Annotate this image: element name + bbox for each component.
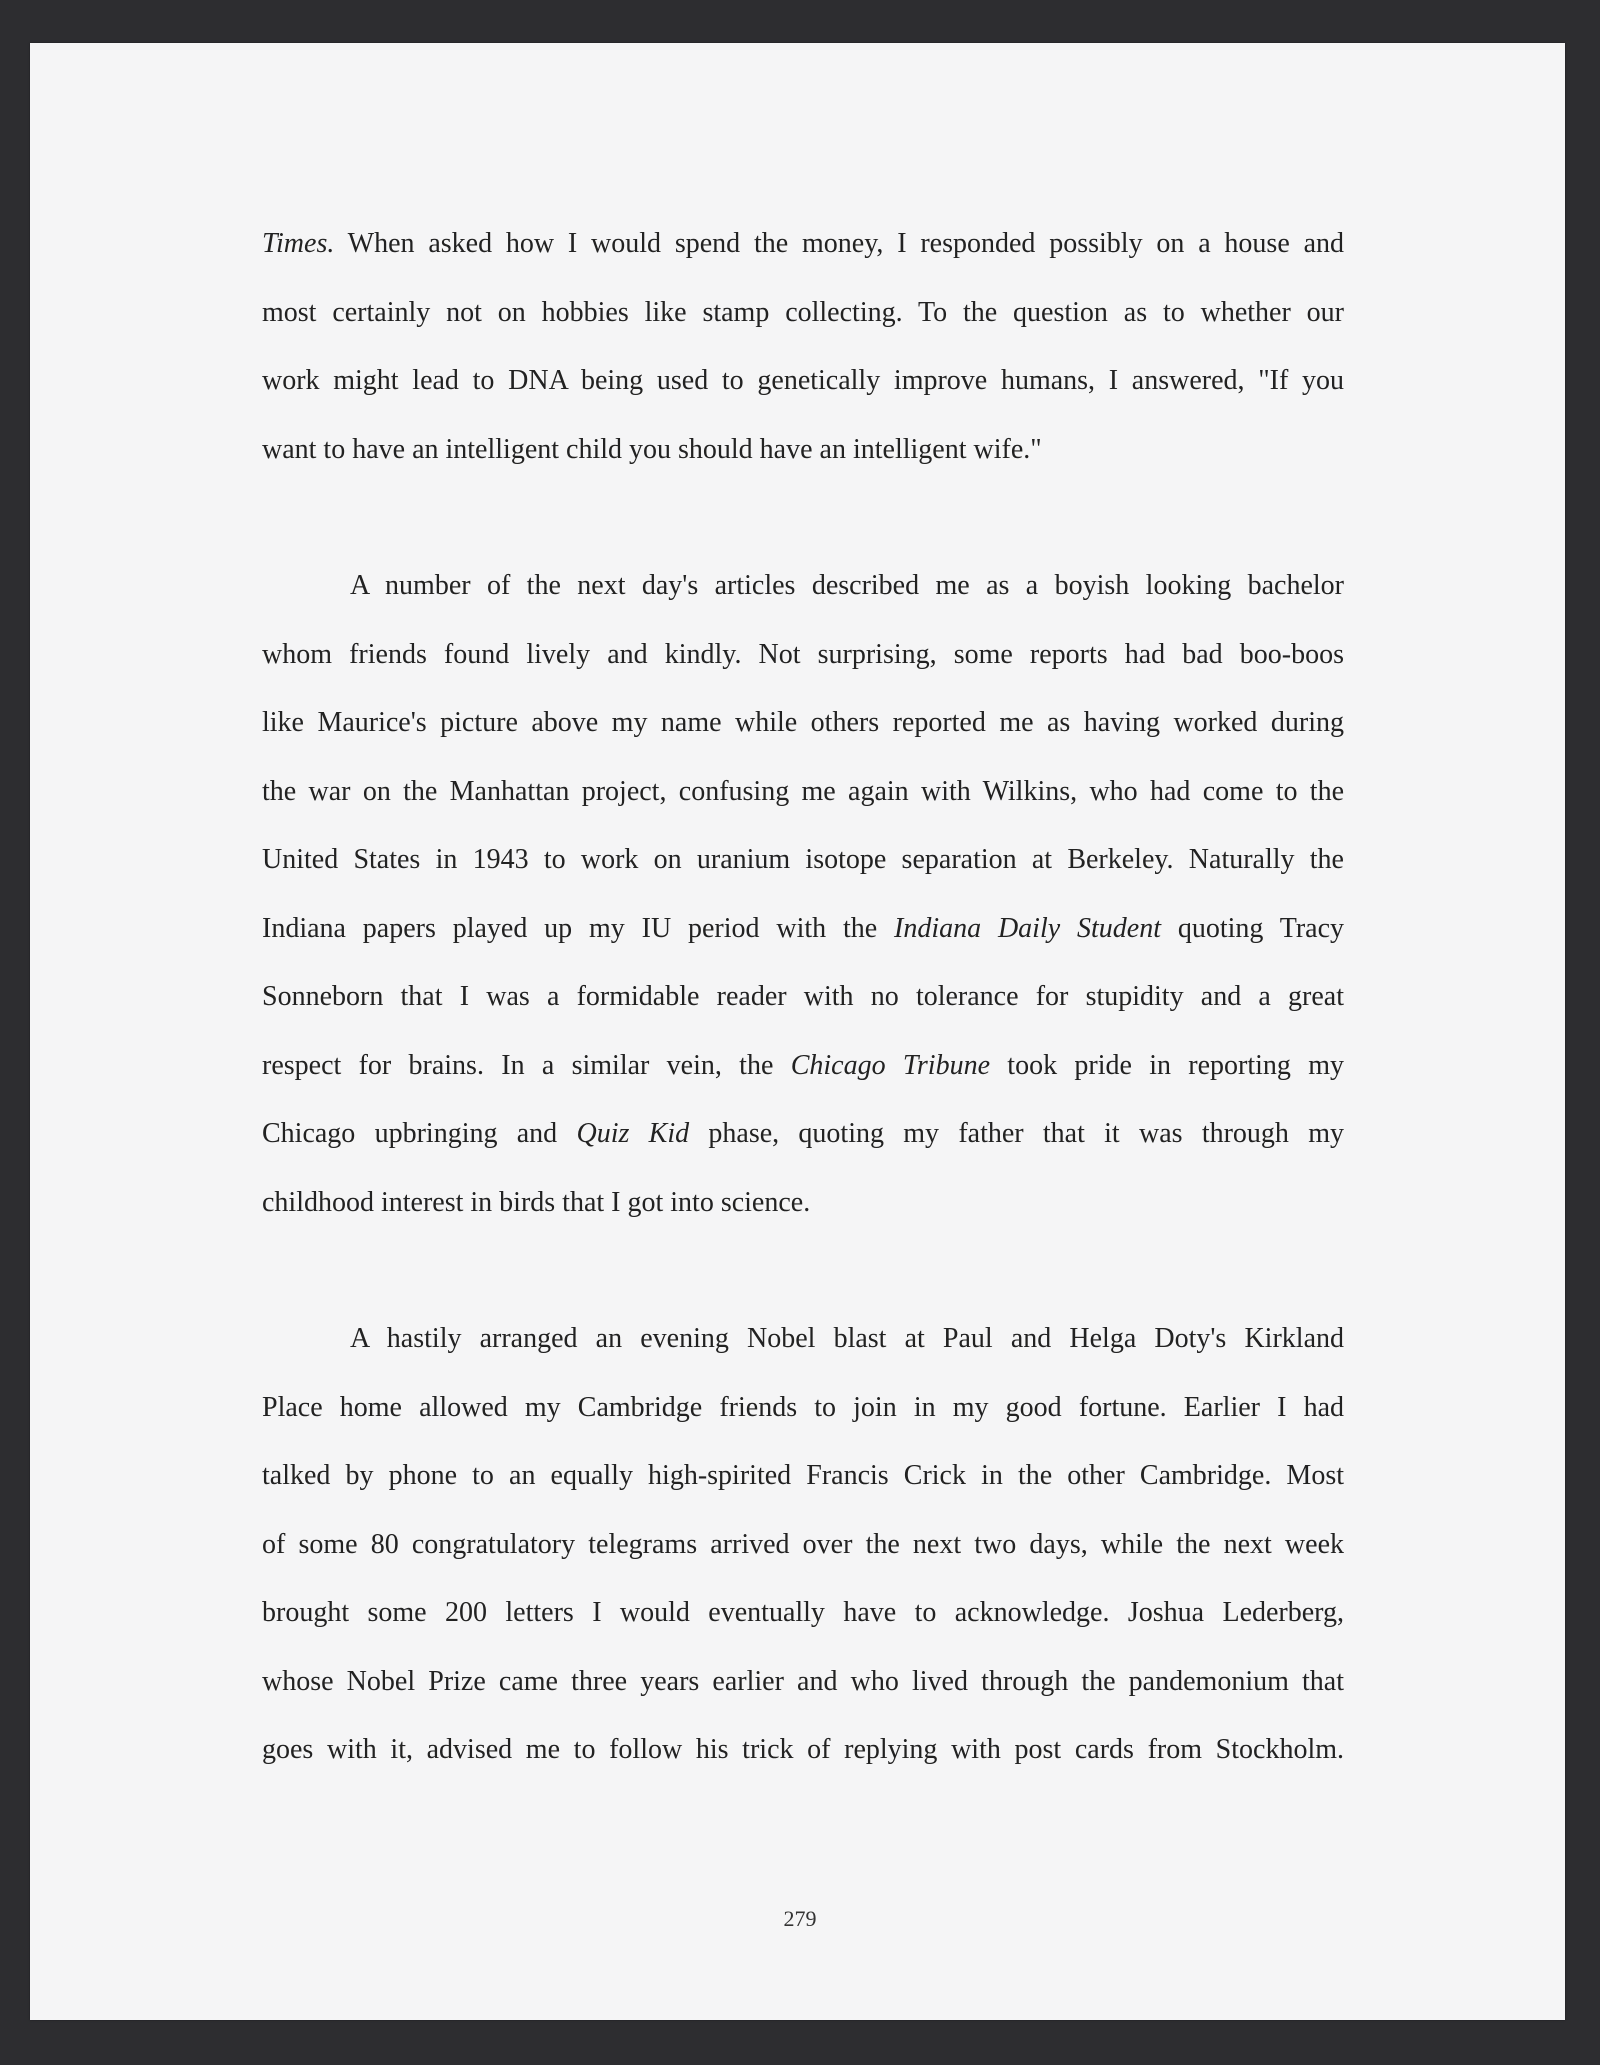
text-line	[262, 279, 1344, 348]
line-text: quoting Tracy	[1160, 912, 1345, 944]
text-line	[262, 1648, 1344, 1717]
italic-title: Chicago Tribune	[790, 1049, 990, 1081]
text-line	[262, 210, 1344, 279]
text-line	[262, 1374, 1344, 1443]
line-text: talked by phone to an equally high-spirited Francis Crick in the other Cambridge. Most	[262, 1460, 1344, 1491]
text-line	[262, 895, 1344, 964]
text-line	[262, 1169, 1344, 1238]
text-line	[262, 1442, 1344, 1511]
line-text: took pride in reporting my	[990, 1049, 1344, 1081]
line-text: When asked how I would spend the money, I responded possibly on a house and	[334, 228, 1344, 259]
text-line	[262, 1579, 1344, 1648]
text-line	[262, 621, 1344, 690]
line-text: Sonneborn that I was a formidable reader with no tolerance for stupidity and a great	[262, 981, 1344, 1012]
line-text: A hastily arranged an evening Nobel blast at Paul and Helga Doty's Kirkland	[350, 1323, 1344, 1354]
italic-title: Indiana Daily Student	[894, 912, 1161, 944]
italic-title: Times.	[262, 228, 335, 259]
line-text: whose Nobel Prize came three years earlier and who lived through the pandemonium that	[262, 1665, 1344, 1697]
text-line	[262, 689, 1344, 758]
line-text: like Maurice's picture above my name while others reported me as having worked during	[262, 707, 1344, 738]
line-text: respect for brains. In a similar vein, the	[262, 1049, 791, 1081]
line-text: goes with it, advised me to follow his trick of replying with post cards from Stockholm.	[262, 1734, 1344, 1765]
line-text: A number of the next day's articles described me as a boyish looking bachelor	[350, 570, 1344, 601]
italic-title: Quiz Kid	[576, 1118, 690, 1149]
line-text: brought some 200 letters I would eventually have to acknowledge. Joshua Lederberg,	[262, 1597, 1344, 1628]
page-number: 279	[783, 1906, 817, 1931]
line-text: Chicago upbringing and	[262, 1118, 577, 1149]
text-line	[262, 1100, 1344, 1169]
line-text: whom friends found lively and kindly. Not surprising, some reports had bad boo-boos	[262, 638, 1344, 670]
text-line	[262, 1032, 1344, 1101]
body-text	[262, 210, 1344, 1785]
line-text: the war on the Manhattan project, confusing me again with Wilkins, who had come to the	[262, 775, 1344, 807]
line-text: work might lead to DNA being used to genetically improve humans, I answered, "If you	[262, 365, 1344, 396]
line-text: childhood interest in birds that I got into science.	[262, 1186, 811, 1218]
paragraph-2	[262, 552, 1344, 1237]
text-line	[262, 1716, 1344, 1785]
text-line	[262, 347, 1344, 416]
line-text: phase, quoting my father that it was through my	[689, 1118, 1344, 1149]
line-text: want to have an intelligent child you should have an intelligent wife."	[262, 433, 1042, 465]
line-text: United States in 1943 to work on uranium isotope separation at Berkeley. Naturally the	[262, 844, 1344, 875]
paragraph-1	[262, 210, 1344, 484]
line-text: most certainly not on hobbies like stamp collecting. To the question as to whether our	[262, 296, 1344, 328]
text-line	[262, 416, 1344, 485]
line-text: Indiana papers played up my IU period with the	[262, 912, 895, 944]
line-text: Place home allowed my Cambridge friends to join in my good fortune. Earlier I had	[262, 1391, 1344, 1423]
text-line	[262, 963, 1344, 1032]
text-line	[262, 1305, 1344, 1374]
text-line	[262, 826, 1344, 895]
paragraph-3	[262, 1305, 1344, 1785]
text-line	[262, 758, 1344, 827]
text-line	[262, 552, 1344, 621]
line-text: of some 80 congratulatory telegrams arrived over the next two days, while the next week	[262, 1528, 1344, 1560]
text-line	[262, 1511, 1344, 1580]
